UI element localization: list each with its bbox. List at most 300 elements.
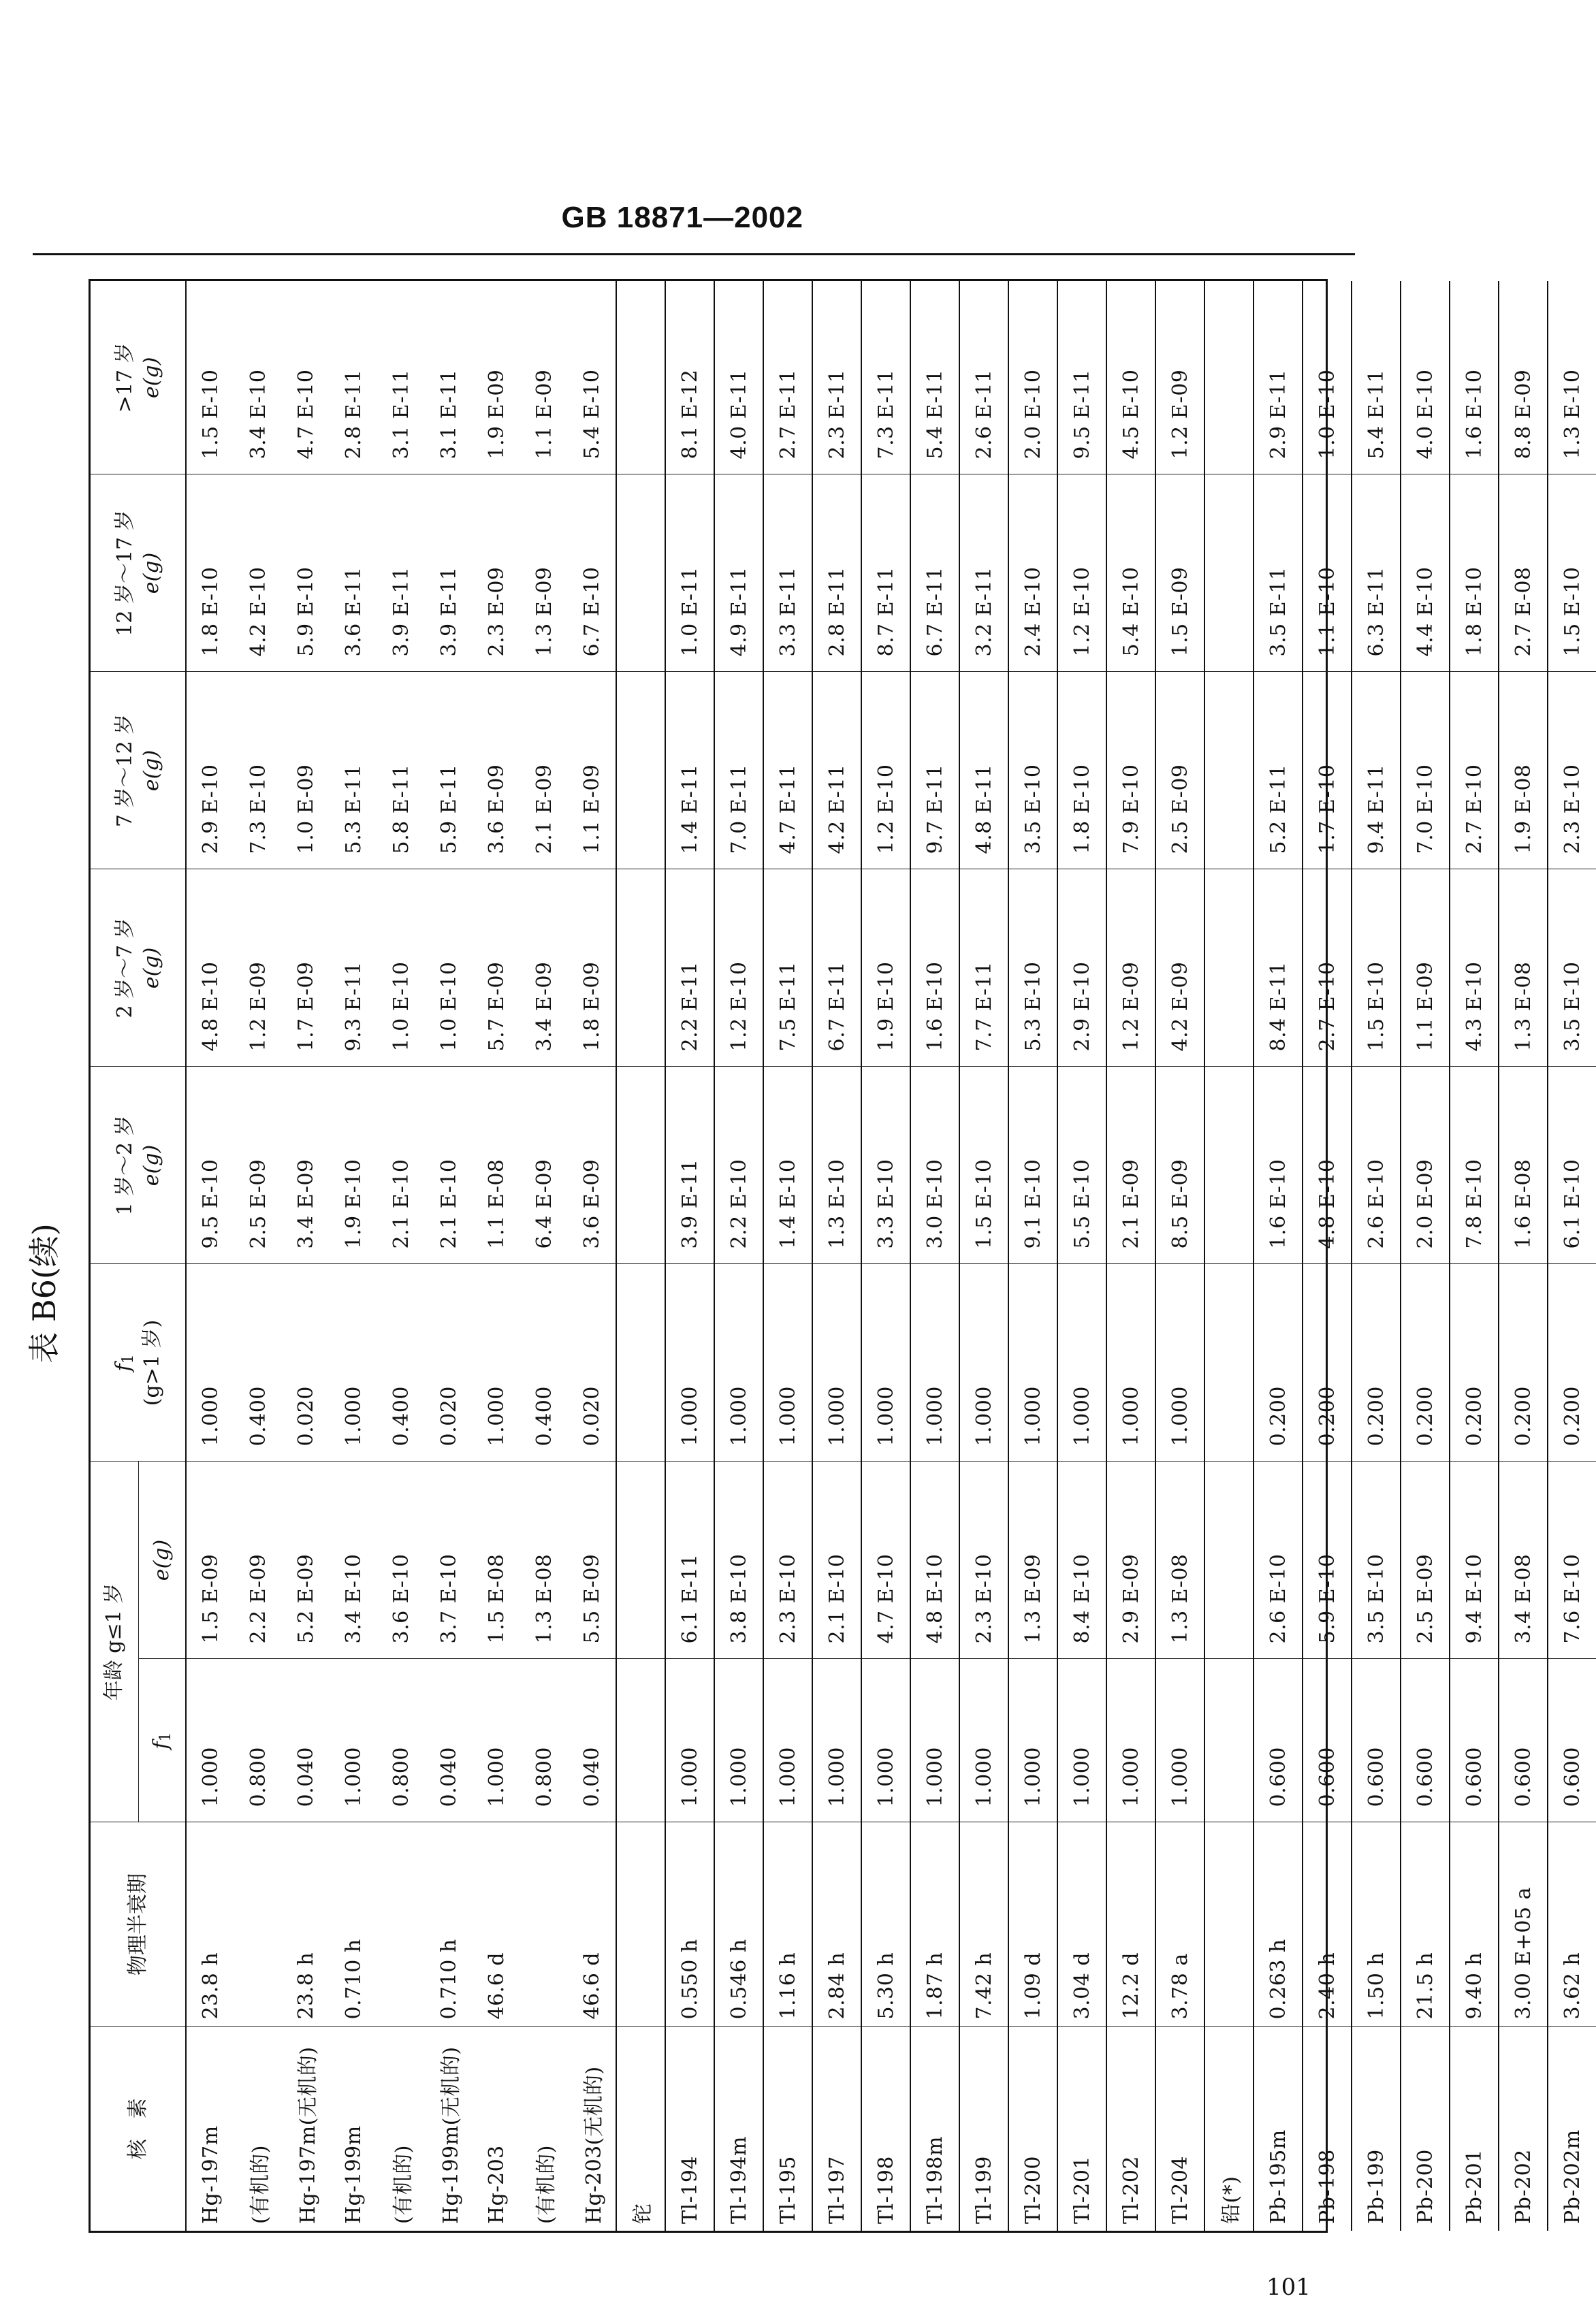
e-7-12-cell: 1.2 E-10 <box>861 672 910 869</box>
nuclide-cell: Pb-200 <box>1401 2027 1450 2231</box>
e-7-12-cell: 1.7 E-10 <box>1303 672 1352 869</box>
e-12-17-cell: 3.6 E-11 <box>330 474 377 672</box>
table-row <box>330 281 377 2231</box>
col-age-1-2 <box>91 1067 186 1264</box>
table-row <box>714 281 763 2231</box>
f1-le1-cell: 0.800 <box>520 1659 568 1822</box>
group-mercury <box>186 281 616 2231</box>
e-7-12-cell: 4.2 E-11 <box>812 672 861 869</box>
e-2-7-cell: 1.6 E-10 <box>910 869 959 1067</box>
e-7-12-cell: 1.1 E-09 <box>568 672 616 869</box>
f1-le1-cell: 1.000 <box>861 1659 910 1822</box>
e-2-7-cell: 3.4 E-09 <box>520 869 568 1067</box>
col-age-12-17 <box>91 474 186 672</box>
table-row <box>861 281 910 2231</box>
nuclide-cell: Hg-199m <box>330 2027 377 2231</box>
e-1-2-cell: 2.1 E-10 <box>377 1067 425 1264</box>
e-12-17-cell: 6.3 E-11 <box>1352 474 1401 672</box>
table-row <box>1499 281 1548 2231</box>
e-12-17-cell: 5.9 E-10 <box>282 474 330 672</box>
e-gt17-cell: 2.3 E-11 <box>812 281 861 474</box>
table-row <box>282 281 330 2231</box>
f1-gt1-cell: 0.020 <box>568 1264 616 1462</box>
f1-le1-cell: 1.000 <box>812 1659 861 1822</box>
f1-gt1-cell: 0.400 <box>377 1264 425 1462</box>
e-7-12-cell: 7.9 E-10 <box>1106 672 1155 869</box>
e-7-12-cell: 5.8 E-11 <box>377 672 425 869</box>
nuclide-cell: Tl-198 <box>861 2027 910 2231</box>
e-le1-cell: 5.9 E-10 <box>1303 1462 1352 1659</box>
e-1-2-cell: 9.5 E-10 <box>186 1067 234 1264</box>
e-7-12-cell: 4.7 E-11 <box>763 672 812 869</box>
e-le1-cell: 3.4 E-10 <box>330 1462 377 1659</box>
e-gt17-cell: 3.1 E-11 <box>436 369 461 459</box>
e-1-2-cell: 3.0 E-10 <box>910 1067 959 1264</box>
f1-gt1-cell: 0.020 <box>282 1264 330 1462</box>
half-life-cell: 3.04 d <box>1057 1822 1106 2027</box>
f1-le1-cell: 0.600 <box>1254 1659 1303 1822</box>
table-row <box>520 281 568 2231</box>
e-7-12-cell: 9.7 E-11 <box>910 672 959 869</box>
f1-le1-cell: 1.000 <box>959 1659 1008 1822</box>
col-age-1-2-unit: e(g) <box>139 1144 163 1187</box>
empty-cell <box>616 474 665 672</box>
col-f1-gt1-note: (g>1 岁) <box>140 1319 164 1406</box>
f1-le1-cell: 1.000 <box>473 1659 520 1822</box>
empty-cell <box>1204 1659 1254 1822</box>
e-gt17-cell: 2.6 E-11 <box>959 281 1008 474</box>
e-2-7-cell: 2.2 E-11 <box>665 869 714 1067</box>
e-le1-cell: 2.2 E-09 <box>234 1462 282 1659</box>
empty-cell <box>1204 1067 1254 1264</box>
f1-gt1-cell: 1.000 <box>763 1264 812 1462</box>
half-life-cell: 2.84 h <box>812 1822 861 2027</box>
col-age-12-17-unit: e(g) <box>139 552 163 594</box>
page-number: 101 <box>1266 2274 1311 2301</box>
e-2-7-cell: 7.5 E-11 <box>763 869 812 1067</box>
col-half-life: 物理半衰期 <box>91 1822 186 2027</box>
table-row <box>1106 281 1155 2231</box>
empty-cell <box>616 1264 665 1462</box>
e-le1-cell: 1.3 E-08 <box>1155 1462 1204 1659</box>
e-le1-cell: 3.6 E-10 <box>377 1462 425 1659</box>
nuclide-cell: Tl-202 <box>1106 2027 1155 2231</box>
col-age-gt17 <box>91 281 186 474</box>
e-7-12-cell: 2.9 E-10 <box>186 672 234 869</box>
e-2-7-cell: 9.3 E-11 <box>330 869 377 1067</box>
e-1-2-cell: 3.6 E-09 <box>568 1067 616 1264</box>
e-1-2-cell: 3.3 E-10 <box>861 1067 910 1264</box>
e-gt17-cell: 1.6 E-10 <box>1450 281 1499 474</box>
e-1-2-cell: 8.5 E-09 <box>1155 1067 1204 1264</box>
nuclide-cell: Tl-194m <box>714 2027 763 2231</box>
f1-gt1-cell: 0.200 <box>1254 1264 1303 1462</box>
f1-gt1-cell: 0.200 <box>1548 1264 1596 1462</box>
nuclide-cell: Hg-203(无机的) <box>568 2027 616 2231</box>
e-7-12-cell: 1.8 E-10 <box>1057 672 1106 869</box>
half-life-cell: 12.2 d <box>1106 1822 1155 2027</box>
e-1-2-cell: 2.1 E-10 <box>425 1067 473 1264</box>
table-row <box>234 281 282 2231</box>
col-f1-le1: f1 <box>138 1659 186 1822</box>
e-le1-cell: 1.5 E-09 <box>186 1462 234 1659</box>
e-1-2-cell: 1.6 E-08 <box>1499 1067 1548 1264</box>
e-gt17-cell: 1.0 E-10 <box>1303 281 1352 474</box>
e-1-2-cell: 1.6 E-10 <box>1254 1067 1303 1264</box>
f1-le1-cell: 1.000 <box>1057 1659 1106 1822</box>
e-le1-cell: 5.2 E-09 <box>282 1462 330 1659</box>
empty-cell <box>1204 869 1254 1067</box>
nuclide-cell: Pb-202 <box>1499 2027 1548 2231</box>
e-7-12-cell: 4.8 E-11 <box>959 672 1008 869</box>
f1-le1-cell: 0.600 <box>1499 1659 1548 1822</box>
e-gt17-cell: 1.2 E-09 <box>1155 281 1204 474</box>
nuclide-cell: Tl-194 <box>665 2027 714 2231</box>
e-12-17-cell: 1.8 E-10 <box>186 474 234 672</box>
col-nuclide: 核 素 <box>91 2027 186 2231</box>
e-7-12-cell: 9.4 E-11 <box>1352 672 1401 869</box>
e-12-17-cell: 3.5 E-11 <box>1254 474 1303 672</box>
half-life-cell: 0.546 h <box>714 1822 763 2027</box>
e-gt17-cell: 5.4 E-11 <box>1352 281 1401 474</box>
col-age-2-7 <box>91 869 186 1067</box>
e-12-17-cell: 2.4 E-10 <box>1008 474 1057 672</box>
nuclide-cell: Pb-202m <box>1548 2027 1596 2231</box>
e-7-12-cell: 2.5 E-09 <box>1155 672 1204 869</box>
e-2-7-cell: 4.2 E-09 <box>1155 869 1204 1067</box>
f1-le1-cell: 0.600 <box>1450 1659 1499 1822</box>
e-2-7-cell: 1.7 E-09 <box>282 869 330 1067</box>
group-label: 铅(*) <box>1204 2027 1254 2231</box>
nuclide-cell: Pb-201 <box>1450 2027 1499 2231</box>
f1-gt1-cell: 1.000 <box>812 1264 861 1462</box>
empty-cell <box>616 1822 665 2027</box>
table-row <box>910 281 959 2231</box>
e-12-17-cell: 8.7 E-11 <box>861 474 910 672</box>
empty-cell <box>616 1462 665 1659</box>
f1-gt1-cell: 1.000 <box>861 1264 910 1462</box>
e-2-7-cell: 6.7 E-11 <box>812 869 861 1067</box>
e-1-2-cell: 9.1 E-10 <box>1008 1067 1057 1264</box>
e-12-17-cell: 3.2 E-11 <box>959 474 1008 672</box>
table-row <box>1254 281 1303 2231</box>
e-gt17-cell: 1.1 E-09 <box>532 369 556 459</box>
f1-gt1-cell: 1.000 <box>714 1264 763 1462</box>
rotated-table-wrapper <box>91 281 1584 2231</box>
f1-le1-cell: 1.000 <box>330 1659 377 1822</box>
f1-le1-cell: 0.800 <box>234 1659 282 1822</box>
e-gt17-cell: 1.9 E-09 <box>484 369 509 459</box>
f1-gt1-cell: 1.000 <box>1008 1264 1057 1462</box>
empty-cell <box>616 1659 665 1822</box>
e-7-12-cell: 2.7 E-10 <box>1450 672 1499 869</box>
table-row <box>1008 281 1057 2231</box>
f1-le1-cell: 1.000 <box>186 1659 234 1822</box>
e-12-17-cell: 1.5 E-10 <box>1548 474 1596 672</box>
e-2-7-cell: 2.9 E-10 <box>1057 869 1106 1067</box>
half-life-cell: 46.6 d <box>473 1822 520 2027</box>
e-gt17-cell: 8.8 E-09 <box>1499 281 1548 474</box>
half-life-cell <box>234 1822 282 2027</box>
col-age-1-2-label: 1 岁～2 岁 <box>112 1115 137 1216</box>
f1-le1-cell: 0.040 <box>568 1659 616 1822</box>
group-label-row <box>1204 281 1254 2231</box>
e-12-17-cell: 4.9 E-11 <box>714 474 763 672</box>
table-row <box>1352 281 1401 2231</box>
e-7-12-cell: 2.3 E-10 <box>1548 672 1596 869</box>
e-2-7-cell: 1.0 E-10 <box>377 869 425 1067</box>
f1-le1-cell: 0.040 <box>425 1659 473 1822</box>
e-12-17-cell: 6.7 E-11 <box>910 474 959 672</box>
e-2-7-cell: 1.1 E-09 <box>1401 869 1450 1067</box>
nuclide-cell: Hg-199m(无机的) <box>425 2027 473 2231</box>
e-gt17-cell: 9.5 E-11 <box>1057 281 1106 474</box>
e-7-12-cell: 5.2 E-11 <box>1254 672 1303 869</box>
nuclide-cell: (有机的) <box>520 2027 568 2231</box>
e-2-7-cell: 2.7 E-10 <box>1303 869 1352 1067</box>
f1-le1-cell: 1.000 <box>1106 1659 1155 1822</box>
table-row <box>959 281 1008 2231</box>
e-12-17-cell: 2.8 E-11 <box>812 474 861 672</box>
e-le1-cell: 2.6 E-10 <box>1254 1462 1303 1659</box>
e-le1-cell: 3.5 E-10 <box>1352 1462 1401 1659</box>
e-le1-cell: 1.3 E-09 <box>1008 1462 1057 1659</box>
e-gt17-cell: 2.0 E-10 <box>1008 281 1057 474</box>
table-row <box>763 281 812 2231</box>
empty-cell <box>616 1067 665 1264</box>
e-7-12-cell: 2.1 E-09 <box>520 672 568 869</box>
e-2-7-cell: 4.3 E-10 <box>1450 869 1499 1067</box>
half-life-cell: 0.710 h <box>330 1822 377 2027</box>
e-1-2-cell: 4.8 E-10 <box>1303 1067 1352 1264</box>
nuclide-cell: Tl-201 <box>1057 2027 1106 2231</box>
empty-cell <box>1204 1462 1254 1659</box>
half-life-cell: 5.30 h <box>861 1822 910 2027</box>
e-12-17-cell: 6.7 E-10 <box>568 474 616 672</box>
f1-gt1-cell: 1.000 <box>1155 1264 1204 1462</box>
e-1-2-cell: 2.6 E-10 <box>1352 1067 1401 1264</box>
e-gt17-cell: 5.4 E-11 <box>910 281 959 474</box>
e-gt17-cell: 4.0 E-11 <box>714 281 763 474</box>
nuclide-cell: Pb-199 <box>1352 2027 1401 2231</box>
group-label: 铊 <box>616 2027 665 2231</box>
e-7-12-cell: 5.9 E-11 <box>425 672 473 869</box>
e-le1-cell: 2.1 E-10 <box>812 1462 861 1659</box>
e-2-7-cell: 4.8 E-10 <box>186 869 234 1067</box>
e-7-12-cell: 3.6 E-09 <box>473 672 520 869</box>
nuclide-cell: Hg-197m(无机的) <box>282 2027 330 2231</box>
e-2-7-cell: 7.7 E-11 <box>959 869 1008 1067</box>
col-age-7-12-label: 7 岁～12 岁 <box>112 713 137 828</box>
e-le1-cell: 6.1 E-11 <box>665 1462 714 1659</box>
nuclide-cell: Pb-198 <box>1303 2027 1352 2231</box>
e-12-17-cell: 3.3 E-11 <box>763 474 812 672</box>
e-le1-cell: 3.4 E-08 <box>1499 1462 1548 1659</box>
half-life-cell: 3.78 a <box>1155 1822 1204 2027</box>
col-age-2-7-unit: e(g) <box>139 947 163 989</box>
f1-le1-cell: 0.040 <box>282 1659 330 1822</box>
half-life-cell: 23.8 h <box>282 1822 330 2027</box>
f1-le1-cell: 1.000 <box>665 1659 714 1822</box>
e-gt17-cell: 1.5 E-10 <box>198 369 223 459</box>
dose-coefficient-table <box>91 281 1596 2231</box>
half-life-cell: 1.50 h <box>1352 1822 1401 2027</box>
e-le1-cell: 9.4 E-10 <box>1450 1462 1499 1659</box>
e-le1-cell: 8.4 E-10 <box>1057 1462 1106 1659</box>
e-2-7-cell: 5.7 E-09 <box>473 869 520 1067</box>
f1-le1-cell: 1.000 <box>714 1659 763 1822</box>
f1-le1-cell: 0.600 <box>1303 1659 1352 1822</box>
e-le1-cell: 4.8 E-10 <box>910 1462 959 1659</box>
e-le1-cell: 3.8 E-10 <box>714 1462 763 1659</box>
nuclide-cell: Tl-199 <box>959 2027 1008 2231</box>
half-life-cell: 3.62 h <box>1548 1822 1596 2027</box>
f1-le1-cell: 0.800 <box>377 1659 425 1822</box>
col-age-7-12-unit: e(g) <box>139 749 163 792</box>
table-row <box>1303 281 1352 2231</box>
e-le1-cell: 2.3 E-10 <box>763 1462 812 1659</box>
f1-gt1-cell: 1.000 <box>959 1264 1008 1462</box>
half-life-cell: 21.5 h <box>1401 1822 1450 2027</box>
col-age-2-7-label: 2 岁～7 岁 <box>112 918 137 1018</box>
col-age-7-12 <box>91 672 186 869</box>
f1-gt1-cell: 0.020 <box>425 1264 473 1462</box>
nuclide-cell: Tl-195 <box>763 2027 812 2231</box>
f1-gt1-cell: 0.400 <box>520 1264 568 1462</box>
e-7-12-cell: 1.9 E-08 <box>1499 672 1548 869</box>
e-gt17-cell: 5.4 E-10 <box>579 369 604 459</box>
e-1-2-cell: 3.9 E-11 <box>665 1067 714 1264</box>
table-row <box>425 281 473 2231</box>
table-caption: 表 B6(续) <box>26 1223 63 1363</box>
empty-cell <box>1204 281 1254 474</box>
half-life-cell <box>520 1822 568 2027</box>
f1-gt1-cell: 1.000 <box>473 1264 520 1462</box>
f1-gt1-cell: 1.000 <box>186 1264 234 1462</box>
col-age-gt17-label: >17 岁 <box>112 342 137 413</box>
e-12-17-cell: 1.0 E-11 <box>665 474 714 672</box>
e-2-7-cell: 1.2 E-09 <box>234 869 282 1067</box>
nuclide-cell: Hg-203 <box>473 2027 520 2231</box>
empty-cell <box>1204 1822 1254 2027</box>
col-f1-gt1-symbol: f <box>112 1363 136 1372</box>
col-f1-gt1: f1 (g>1 岁) <box>91 1264 186 1462</box>
nuclide-cell: (有机的) <box>377 2027 425 2231</box>
e-12-17-cell: 5.4 E-10 <box>1106 474 1155 672</box>
e-1-2-cell: 1.9 E-10 <box>330 1067 377 1264</box>
f1-le1-cell: 0.600 <box>1548 1659 1596 1822</box>
table-row <box>1548 281 1596 2231</box>
half-life-cell: 0.263 h <box>1254 1822 1303 2027</box>
standard-header: GB 18871—2002 <box>561 201 803 234</box>
f1-gt1-cell: 1.000 <box>330 1264 377 1462</box>
e-2-7-cell: 1.0 E-10 <box>425 869 473 1067</box>
e-gt17-cell: 3.4 E-10 <box>246 369 270 459</box>
half-life-cell: 0.710 h <box>425 1822 473 2027</box>
e-12-17-cell: 2.3 E-09 <box>473 474 520 672</box>
e-1-2-cell: 2.0 E-09 <box>1401 1067 1450 1264</box>
col-age-gt17-unit: e(g) <box>139 357 163 398</box>
e-2-7-cell: 3.5 E-10 <box>1548 869 1596 1067</box>
e-2-7-cell: 5.3 E-10 <box>1008 869 1057 1067</box>
half-life-cell: 23.8 h <box>186 1822 234 2027</box>
e-12-17-cell: 4.2 E-10 <box>234 474 282 672</box>
f1-gt1-cell: 0.200 <box>1499 1264 1548 1462</box>
nuclide-cell: Tl-197 <box>812 2027 861 2231</box>
f1-gt1-cell: 0.200 <box>1450 1264 1499 1462</box>
e-gt17-cell: 2.9 E-11 <box>1254 281 1303 474</box>
f1-gt1-cell: 0.400 <box>234 1264 282 1462</box>
e-le1-cell: 1.3 E-08 <box>520 1462 568 1659</box>
half-life-cell: 1.09 d <box>1008 1822 1057 2027</box>
e-12-17-cell: 4.4 E-10 <box>1401 474 1450 672</box>
e-gt17-cell: 2.8 E-11 <box>341 369 366 459</box>
half-life-cell: 1.87 h <box>910 1822 959 2027</box>
nuclide-cell: Pb-195m <box>1254 2027 1303 2231</box>
e-le1-cell: 2.3 E-10 <box>959 1462 1008 1659</box>
half-life-cell: 1.16 h <box>763 1822 812 2027</box>
nuclide-cell: Hg-197m <box>186 2027 234 2231</box>
nuclide-cell: Tl-198m <box>910 2027 959 2231</box>
table-row <box>1057 281 1106 2231</box>
e-1-2-cell: 2.5 E-09 <box>234 1067 282 1264</box>
table-row <box>186 281 234 2231</box>
e-12-17-cell: 1.5 E-09 <box>1155 474 1204 672</box>
e-gt17-cell: 2.7 E-11 <box>763 281 812 474</box>
nuclide-cell: (有机的) <box>234 2027 282 2231</box>
empty-cell <box>1204 474 1254 672</box>
e-2-7-cell: 1.8 E-09 <box>568 869 616 1067</box>
col-e-le1: e(g) <box>138 1462 186 1659</box>
col-age-le1: 年龄 g≤1 岁 <box>91 1462 138 1822</box>
e-1-2-cell: 6.4 E-09 <box>520 1067 568 1264</box>
e-le1-cell: 1.5 E-08 <box>473 1462 520 1659</box>
e-le1-cell: 4.7 E-10 <box>861 1462 910 1659</box>
nuclide-cell: Tl-204 <box>1155 2027 1204 2231</box>
e-1-2-cell: 1.1 E-08 <box>473 1067 520 1264</box>
e-1-2-cell: 2.2 E-10 <box>714 1067 763 1264</box>
e-gt17-cell: 1.3 E-10 <box>1548 281 1596 474</box>
half-life-cell: 0.550 h <box>665 1822 714 2027</box>
e-le1-cell: 3.7 E-10 <box>425 1462 473 1659</box>
e-1-2-cell: 1.5 E-10 <box>959 1067 1008 1264</box>
table-row <box>568 281 616 2231</box>
e-le1-cell: 2.5 E-09 <box>1401 1462 1450 1659</box>
half-life-cell: 46.6 d <box>568 1822 616 2027</box>
f1-gt1-cell: 0.200 <box>1303 1264 1352 1462</box>
e-12-17-cell: 1.2 E-10 <box>1057 474 1106 672</box>
e-12-17-cell: 1.1 E-10 <box>1303 474 1352 672</box>
e-7-12-cell: 1.4 E-11 <box>665 672 714 869</box>
e-7-12-cell: 3.5 E-10 <box>1008 672 1057 869</box>
e-2-7-cell: 1.5 E-10 <box>1352 869 1401 1067</box>
e-12-17-cell: 1.3 E-09 <box>520 474 568 672</box>
f1-le1-cell: 1.000 <box>910 1659 959 1822</box>
table-row <box>1450 281 1499 2231</box>
e-gt17-cell: 4.7 E-10 <box>293 369 318 459</box>
e-12-17-cell: 1.8 E-10 <box>1450 474 1499 672</box>
e-7-12-cell: 1.0 E-09 <box>282 672 330 869</box>
empty-cell <box>1204 1264 1254 1462</box>
group-label-row <box>616 281 665 2231</box>
e-1-2-cell: 2.1 E-09 <box>1106 1067 1155 1264</box>
empty-cell <box>616 672 665 869</box>
e-le1-cell: 2.9 E-09 <box>1106 1462 1155 1659</box>
e-1-2-cell: 3.4 E-09 <box>282 1067 330 1264</box>
e-gt17-cell: 7.3 E-11 <box>861 281 910 474</box>
nuclide-cell: Tl-200 <box>1008 2027 1057 2231</box>
col-age-12-17-label: 12 岁～17 岁 <box>112 510 137 636</box>
